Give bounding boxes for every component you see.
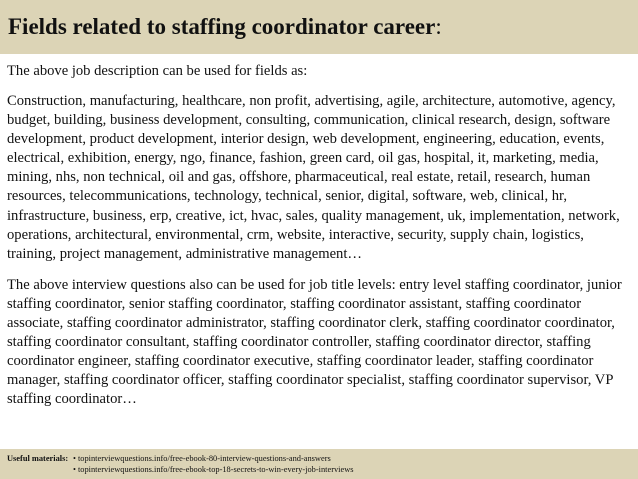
slide-content: [7, 62, 633, 410]
footer-link-1[interactable]: topinterviewquestions.info/free-ebook-80-interview-questions-and-answers: [77, 454, 331, 463]
slide-title-text: Fields related to staffing coordinator career: [8, 14, 436, 39]
bullet-icon: •: [73, 454, 76, 463]
fields-paragraph: Construction, manufacturing, healthcare, non profit, advertising, agile, architecture, automotive, agency, budget, building, business development, consulting, communication, clinical research, design, software development, product development, interior design, web development, engineering, education, events, electrical, exhibition, energy, ngo, finance, fashion, green card, oil gas, hospital, it, marketing, media, mining, nhs, non technical, oil and gas, offshore, pharmaceutical, real estate, retail, research, human resources, telecommunications, technology, technical, senior, digital, software, web, clinical, hr, infrastructure, business, erp, creative, ict, hvac, sales, quality management, uk, implementation, network, operations, architectural, environmental, crm, website, interactive, security, supply chain, logistics, training, project management, administrative management…: [7, 93, 620, 262]
footer-row-1: [7, 454, 638, 465]
footer-row-2: [7, 465, 638, 476]
slide-title-colon: :: [435, 14, 442, 39]
footer-link-2[interactable]: topinterviewquestions.info/free-ebook-top-18-secrets-to-win-every-job-interviews: [77, 464, 354, 474]
footer-bar: [0, 449, 638, 479]
footer-label-spacer: [7, 465, 73, 476]
title-bar: [0, 0, 638, 54]
bullet-icon: •: [73, 464, 76, 474]
job-levels-paragraph: The above interview questions also can be used for job title levels: entry level staffing coordinator, junior staffing coordinator, senior staffing coordinator, staffing coordinator assistant, staffing coordinator associate, staffing coordinator administrator, staffing coordinator clerk, staffing coordinator coordinator, staffing coordinator consultant, staffing coordinator controller, staffing coordinator director, staffing coordinator engineer, staffing coordinator executive, staffing coordinator leader, staffing coordinator manager, staffing coordinator officer, staffing coordinator specialist, staffing coordinator supervisor, VP staffing coordinator…: [7, 276, 622, 408]
useful-materials-label: Useful materials:: [7, 454, 69, 463]
slide-title: [8, 14, 638, 40]
intro-text: The above job description can be used for fields as:: [7, 63, 308, 79]
